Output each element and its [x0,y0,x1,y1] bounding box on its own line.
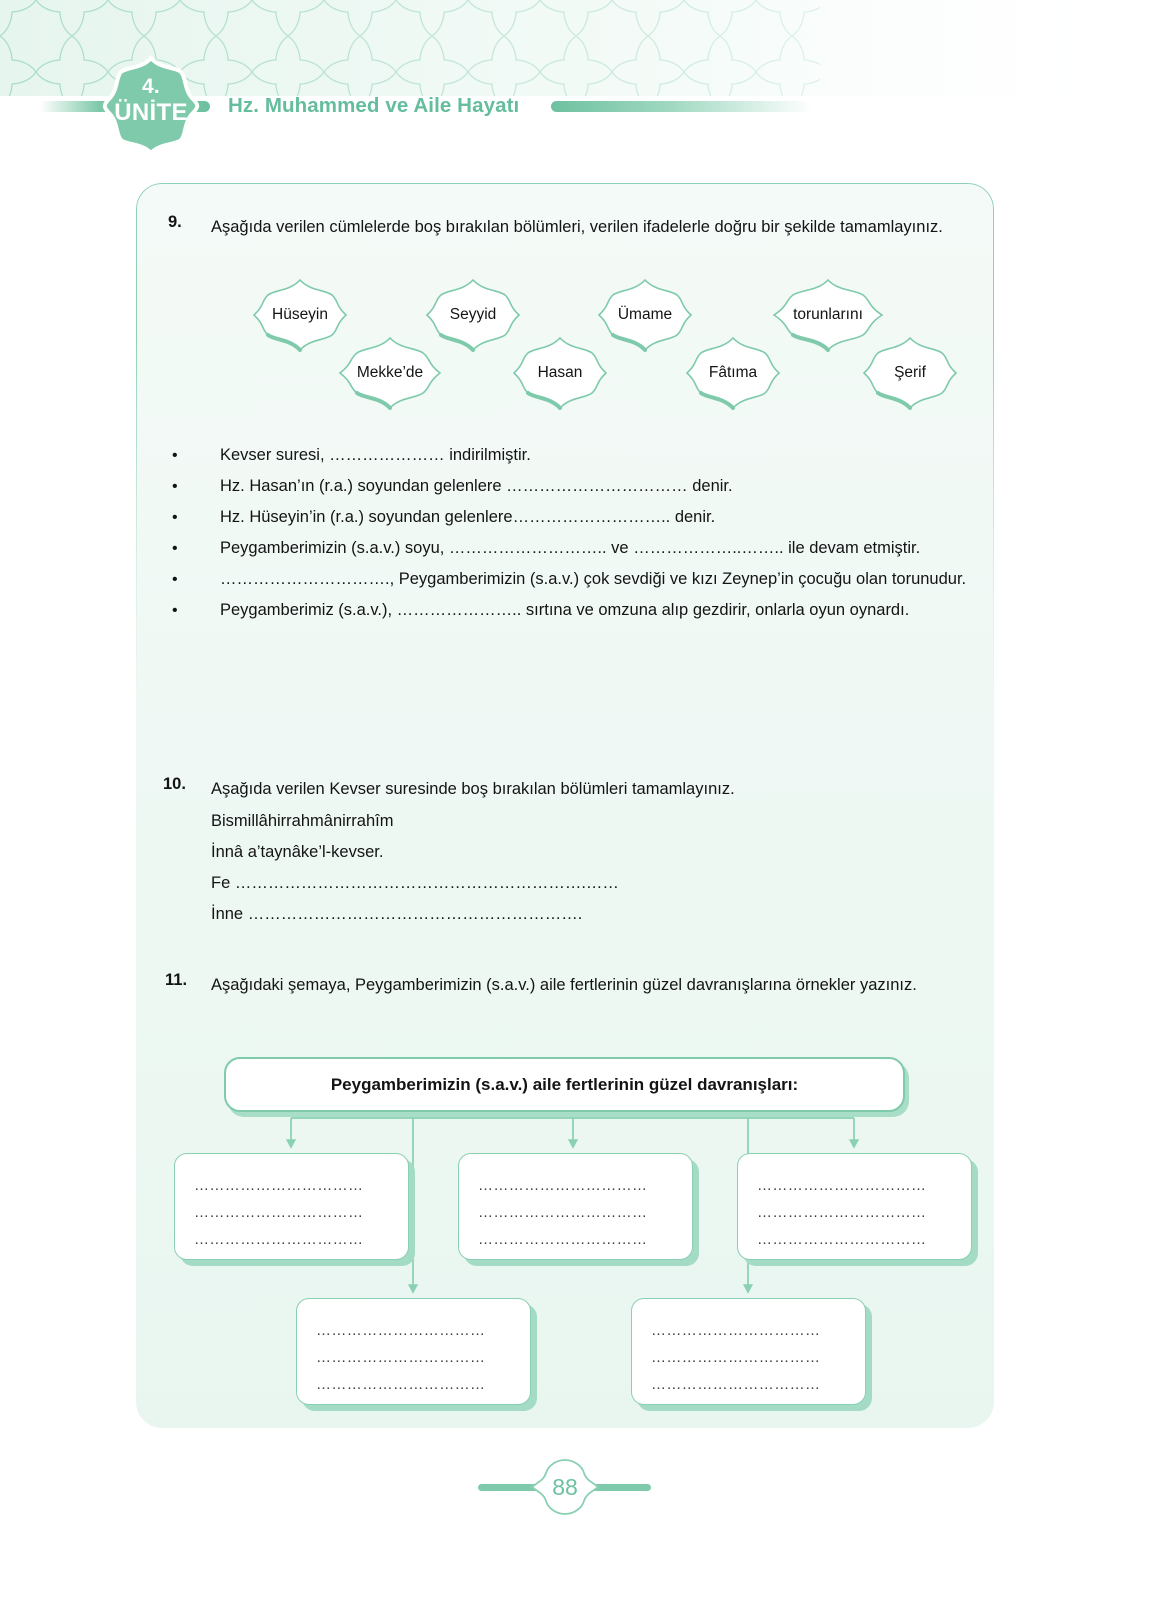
surah-line-blank[interactable]: İnne ……………………………………………………. [211,905,583,923]
word-bubble[interactable] [500,336,620,410]
list-item-text: Hz. Hüseyin’in (r.a.) soyundan gelenlere……………………….. denir. [220,508,716,526]
question-9-number: 9. [168,213,182,231]
surah-line: Bismillâhirrahmânirrahîm [211,812,394,830]
word-bubble-label: Hasan [537,364,583,381]
word-bubble-label: Fâtıma [708,364,758,381]
unit-badge [96,55,206,155]
list-item-text: …………………………., Peygamberimizin (s.a.v.) çok sevdiği ve kızı Zeynep’in çocuğu olan torunudur. [220,570,967,588]
answer-line: …………………………… [757,1231,927,1248]
word-bubble-label: Seyyid [449,306,497,323]
list-item [168,564,968,595]
answer-box[interactable] [458,1153,693,1260]
page-number: 88 [552,1473,578,1500]
page-title: Hz. Muhammed ve Aile Hayatı [228,94,520,117]
bullet-icon: • [172,447,178,464]
unit-number: 4. [141,75,161,98]
bullet-icon: • [172,571,178,588]
list-item [168,502,968,533]
bullet-icon: • [172,540,178,557]
answer-box[interactable] [296,1298,531,1405]
bullet-icon: • [172,509,178,526]
bullet-icon: • [172,602,178,619]
answer-line: …………………………… [757,1177,927,1194]
word-bubble[interactable] [850,336,970,410]
answer-line: …………………………… [651,1376,821,1393]
word-bubble[interactable] [325,336,455,410]
question-11-prompt: Aşağıdaki şemaya, Peygamberimizin (s.a.v.) aile fertlerinin güzel davranışlarına örnekler yazınız. [211,976,917,994]
word-bubble-label: Mekke’de [356,364,424,381]
answer-line: …………………………… [194,1231,364,1248]
list-item-text: Hz. Hasan’ın (r.a.) soyundan gelenlere …………………………… denir. [220,477,733,495]
list-item [168,440,968,471]
list-item [168,533,968,564]
answer-line: …………………………… [478,1204,648,1221]
answer-line: …………………………… [478,1231,648,1248]
answer-line: …………………………… [757,1204,927,1221]
answer-line: …………………………… [651,1322,821,1339]
list-item [168,471,968,502]
diagram-heading: Peygamberimizin (s.a.v.) aile fertlerinin güzel davranışları: [224,1057,905,1112]
answer-line: …………………………… [194,1177,364,1194]
answer-box[interactable] [631,1298,866,1405]
answer-line: …………………………… [316,1349,486,1366]
answer-box[interactable] [174,1153,409,1260]
list-item-text: Peygamberimizin (s.a.v.) soyu, ……………………….. ve ………………..…….. ile devam etmiştir. [220,539,921,557]
answer-line: …………………………… [316,1322,486,1339]
question-10-lines [211,806,965,930]
answer-line: …………………………… [316,1376,486,1393]
word-bubble-label: Şerif [894,364,926,381]
bullet-icon: • [172,478,178,495]
header-rule-right [551,101,813,112]
word-bubble-label: Ümame [617,306,673,323]
answer-line: …………………………… [478,1177,648,1194]
question-10-number: 10. [163,775,186,793]
question-11-number: 11. [165,971,188,989]
surah-line: İnnâ a’taynâke’l-kevser. [211,843,384,861]
question-10-prompt: Aşağıda verilen Kevser suresinde boş bırakılan bölümleri tamamlayınız. [211,780,735,798]
list-item [168,595,968,626]
family-behaviour-diagram [136,1040,994,1420]
surah-line-blank[interactable]: Fe ……………………………………………………….…… [211,874,619,892]
word-bubble[interactable] [673,336,793,410]
list-item-text: Peygamberimiz (s.a.v.), ………………….. sırtına ve omzuna alıp gezdirir, onlarla oyun oynardı. [220,601,910,619]
word-bank [230,278,970,410]
word-bubble-label: Hüseyin [272,306,328,323]
question-9-prompt: Aşağıda verilen cümlelerde boş bırakılan bölümleri, verilen ifadelerle doğru bir şekilde tamamlayınız. [211,218,943,236]
question-9-bullet-list [168,440,968,626]
answer-box[interactable] [737,1153,972,1260]
list-item-text: Kevser suresi, ………………… indirilmiştir. [220,446,531,464]
unit-word: ÜNİTE [114,99,188,126]
answer-line: …………………………… [651,1349,821,1366]
word-bubble-label: torunlarını [793,306,863,323]
answer-line: …………………………… [194,1204,364,1221]
